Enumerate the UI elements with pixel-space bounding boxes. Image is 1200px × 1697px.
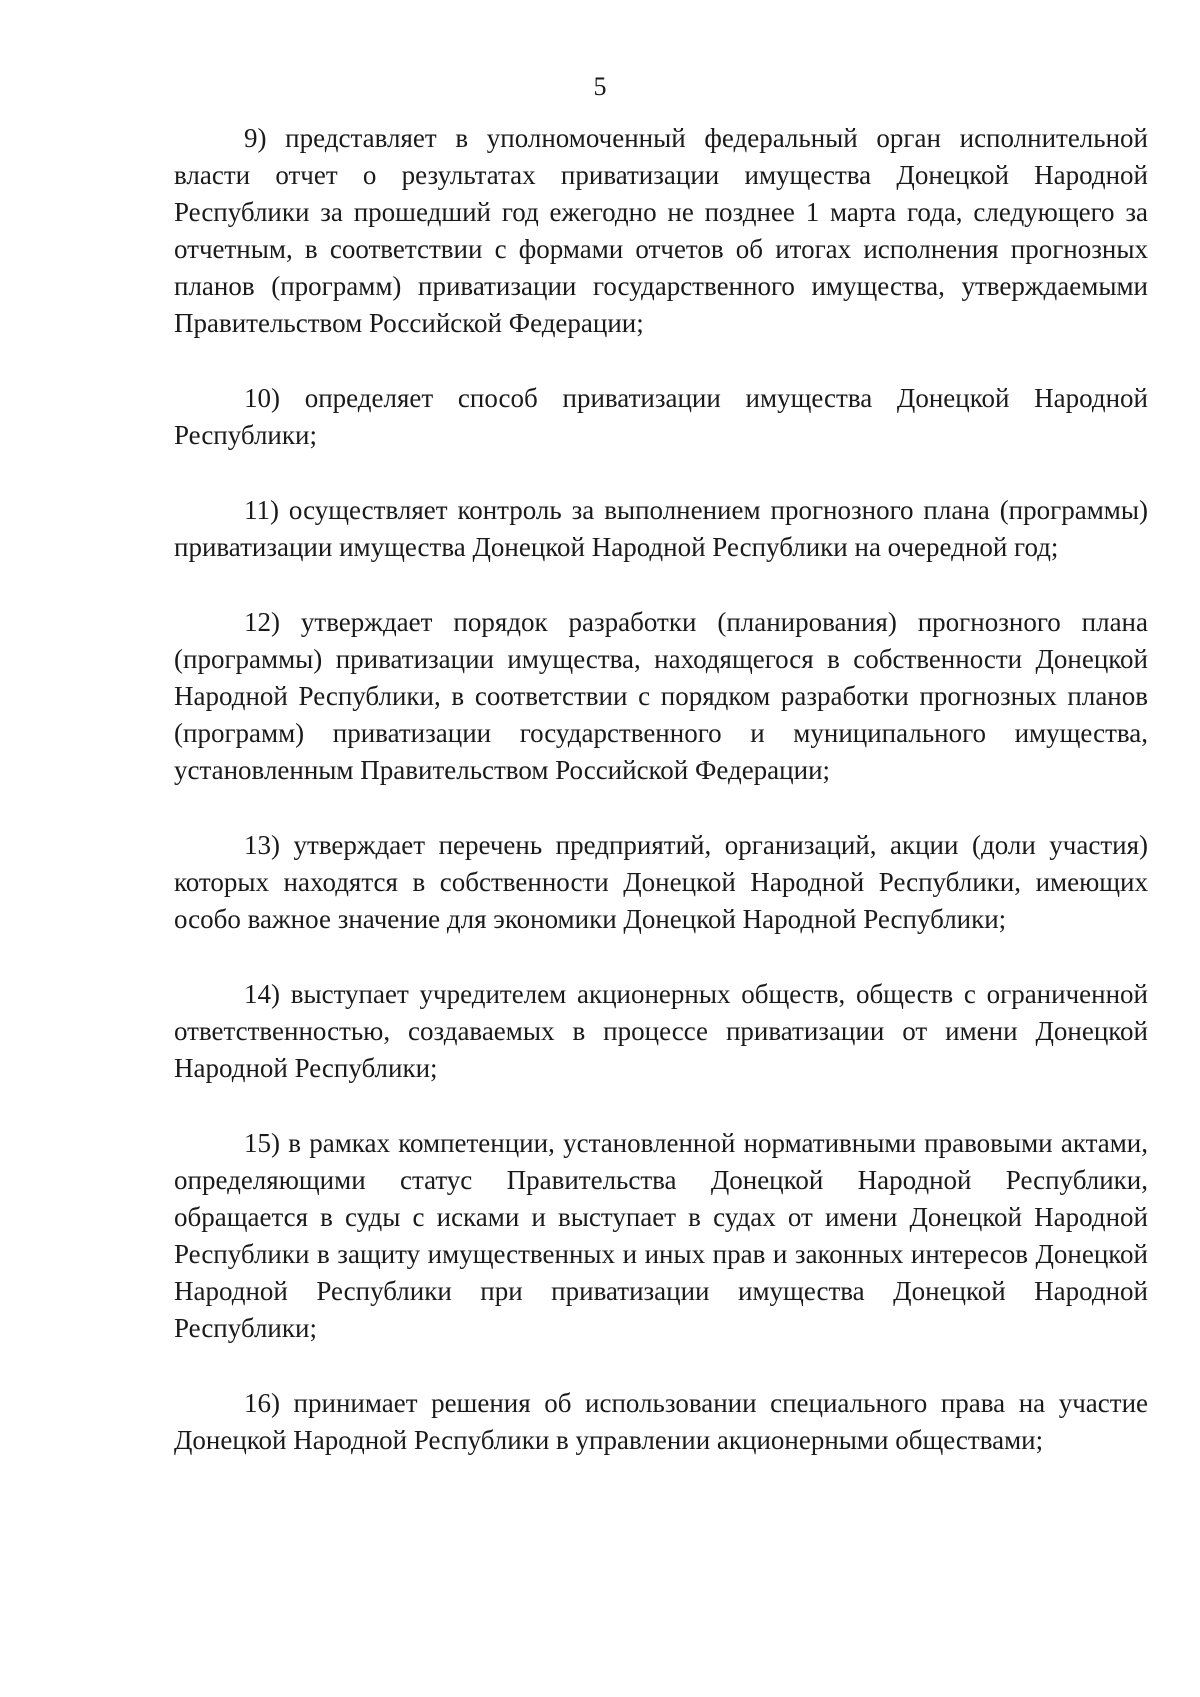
page-number: 5 [593,72,607,101]
paragraph-item-14: 14) выступает учредителем акционерных обществ, обществ с ограниченной ответственностью, создаваемых в процессе приватизации от имени Донецкой Народной Республики; [174,979,1148,1083]
paragraph-item-12: 12) утверждает порядок разработки (планирования) прогнозного плана (программы) приватизации имущества, находящегося в собственности Донецкой Народной Республики, в соответствии с порядком разработки прогнозных планов (программ) приватизации государственного и муниципального имущества, установленным Правительством Российской Федерации; [174,607,1148,785]
paragraph-item-13: 13) утверждает перечень предприятий, организаций, акции (доли участия) которых находятся в собственности Донецкой Народной Республики, имеющих особо важное значение для экономики Донецкой Народной Республики; [174,830,1148,934]
paragraph-item-16: 16) принимает решения об использовании специального права на участие Донецкой Народной Республики в управлении акционерными обществами; [174,1388,1148,1455]
paragraph-item-9: 9) представляет в уполномоченный федеральный орган исполнительной власти отчет о результатах приватизации имущества Донецкой Народной Республики за прошедший год ежегодно не позднее 1 марта года, следующего за отчетным, в соответствии с формами отчетов об итогах исполнения прогнозных планов (программ) приватизации государственного имущества, утверждаемыми Правительством Российской Федерации; [174,123,1148,338]
paragraph-item-10: 10) определяет способ приватизации имущества Донецкой Народной Республики; [174,383,1148,450]
paragraph-item-11: 11) осуществляет контроль за выполнением прогнозного плана (программы) приватизации имущества Донецкой Народной Республики на очередной год; [174,495,1148,562]
paragraph-item-15: 15) в рамках компетенции, установленной нормативными правовыми актами, определяющими статус Правительства Донецкой Народной Республики, обращается в суды с исками и выступает в судах от имени Донецкой Народной Республики в защиту имущественных и иных прав и законных интересов Донецкой Народной Республики при приватизации имущества Донецкой Народной Республики; [174,1128,1148,1343]
document-body [174,120,1148,1497]
